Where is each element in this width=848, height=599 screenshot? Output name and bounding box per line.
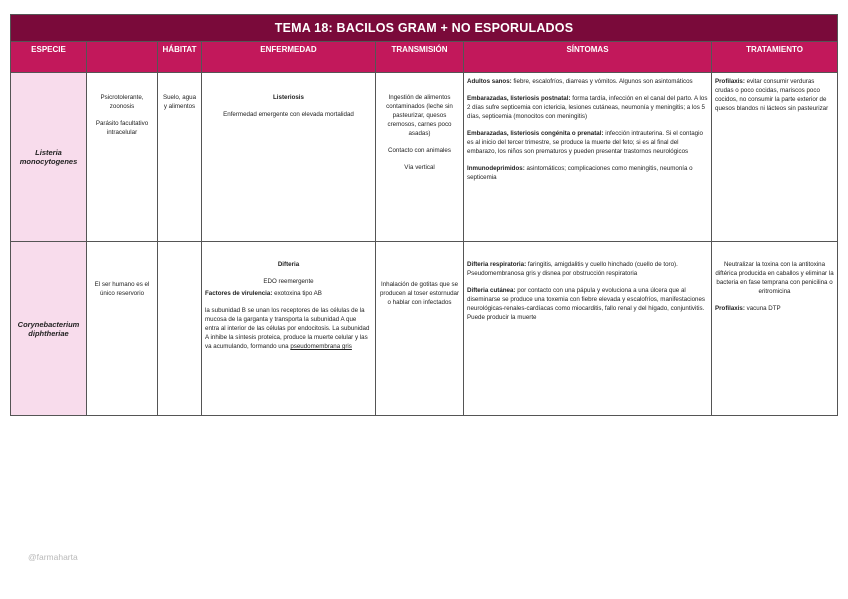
symptom-item: Embarazadas, listeriosis postnatal: forma tardía, infección en el canal del parto. A los 2 días sufre septicemia con ictericia, lesiones cutáneas, neumonía y meningitis; a los 5 días, septicemia (monocitos con meningitis): [467, 95, 708, 120]
symptoms-cell: [464, 73, 712, 242]
table-row: [11, 73, 838, 242]
disease-name: Listeriosis: [273, 94, 304, 101]
prophylaxis-text: Profilaxis: vacuna DTP: [715, 305, 781, 312]
species-cell: Corynebacterium diphtheriae: [11, 242, 87, 416]
disease-cell: [202, 242, 376, 416]
symptoms-cell: [464, 242, 712, 416]
disease-paragraph: la subunidad B se unan los receptores de las células de la mucosa de la garganta y transporta la subunidad A que entra al interior de las células por endocitosis. La subunidad A inhibe la síntesis proteica, produce la muerte celular y las va acumulando, formando una pseudomembrana gris: [205, 307, 370, 350]
header-blank: [87, 42, 158, 73]
habitat-text: Suelo, agua y alimentos: [162, 94, 197, 110]
habitat-cell: [158, 73, 202, 242]
treatment-text: Neutralizar la toxina con la antitoxina diftérica producida en caballos y eliminar la bacteria en fase temprana con penicilina o eritromicina: [715, 261, 834, 295]
author-watermark: @farmaharta: [28, 552, 78, 562]
treatment-text: Profilaxis: evitar consumir verduras crudas o poco cocidas, mariscos poco cocidos, no consumir la parte exterior de quesos blandos ni lácteos sin pasteurizar: [715, 78, 829, 112]
disease-name: Difteria: [277, 261, 300, 268]
habitat-cell: [158, 242, 202, 416]
transmission-text: Contacto con animales: [388, 147, 451, 154]
disease-subtitle: EDO reemergente: [263, 278, 314, 285]
header-especie: ESPECIE: [11, 42, 87, 73]
header-habitat: HÁBITAT: [158, 42, 202, 73]
characteristics-cell: [87, 242, 158, 416]
treatment-cell: [712, 242, 838, 416]
species-cell: Listeria monocytogenes: [11, 73, 87, 242]
disease-note: Enfermedad emergente con elevada mortalidad: [223, 111, 354, 118]
transmission-text: Ingestión de alimentos contaminados (leche sin pasteurizar, quesos cremosos, carnes poco asadas): [386, 94, 453, 137]
header-enfermedad: ENFERMEDAD: [202, 42, 376, 73]
characteristics-cell: [87, 73, 158, 242]
characteristic-text: El ser humano es el único reservorio: [94, 281, 150, 297]
transmission-cell: [376, 242, 464, 416]
symptom-item: Embarazadas, listeriosis congénita o prenatal: infección intrauterina. Si el contagio es al inicio del tercer trimestre, se produce la muerte del feto; si es al final del embarazo, los niños son prematuros y pueden presentar trastornos neurológicos: [467, 130, 703, 155]
symptom-item: Difteria cutánea: por contacto con una pápula y evoluciona a una úlcera que al diseminarse se produce una toxemia con fiebre elevada y escalofríos, manifestaciones neurológicas-renales-cardíacas como miocarditis, fallo renal y del hígado, conjuntivitis. Puede producir la muerte: [467, 287, 706, 321]
page-title: TEMA 18: BACILOS GRAM + NO ESPORULADOS: [11, 15, 838, 42]
header-transmision: TRANSMISIÓN: [376, 42, 464, 73]
header-tratamiento: TRATAMIENTO: [712, 42, 838, 73]
treatment-cell: [712, 73, 838, 242]
symptom-item: Inmunodeprimidos: asintomáticos; complicaciones como meningitis, neumonía o septicemia: [467, 165, 693, 181]
characteristic-text: Psicrotolerante, zoonosis: [100, 94, 144, 110]
symptom-item: Difteria respiratoria: faringitis, amigdalitis y cuello hinchado (cuello de toro). Pseudomembranosa gris y disnea por obstrucción respiratoria: [467, 261, 678, 277]
header-sintomas: SÍNTOMAS: [464, 42, 712, 73]
transmission-cell: [376, 73, 464, 242]
bacteria-table: [10, 14, 838, 416]
virulence-factors: Factores de virulencia: exotoxina tipo AB: [205, 290, 322, 297]
symptom-item: Adultos sanos: fiebre, escalofríos, diarreas y vómitos. Algunos son asintomáticos: [467, 78, 693, 85]
transmission-text: Inhalación de gotitas que se producen al toser estornudar o hablar con infectados: [379, 281, 460, 306]
disease-cell: [202, 73, 376, 242]
transmission-text: Vía vertical: [404, 164, 435, 171]
table-row: [11, 242, 838, 416]
characteristic-text: Parásito facultativo intracelular: [95, 120, 149, 136]
summary-table-sheet: [10, 14, 837, 416]
